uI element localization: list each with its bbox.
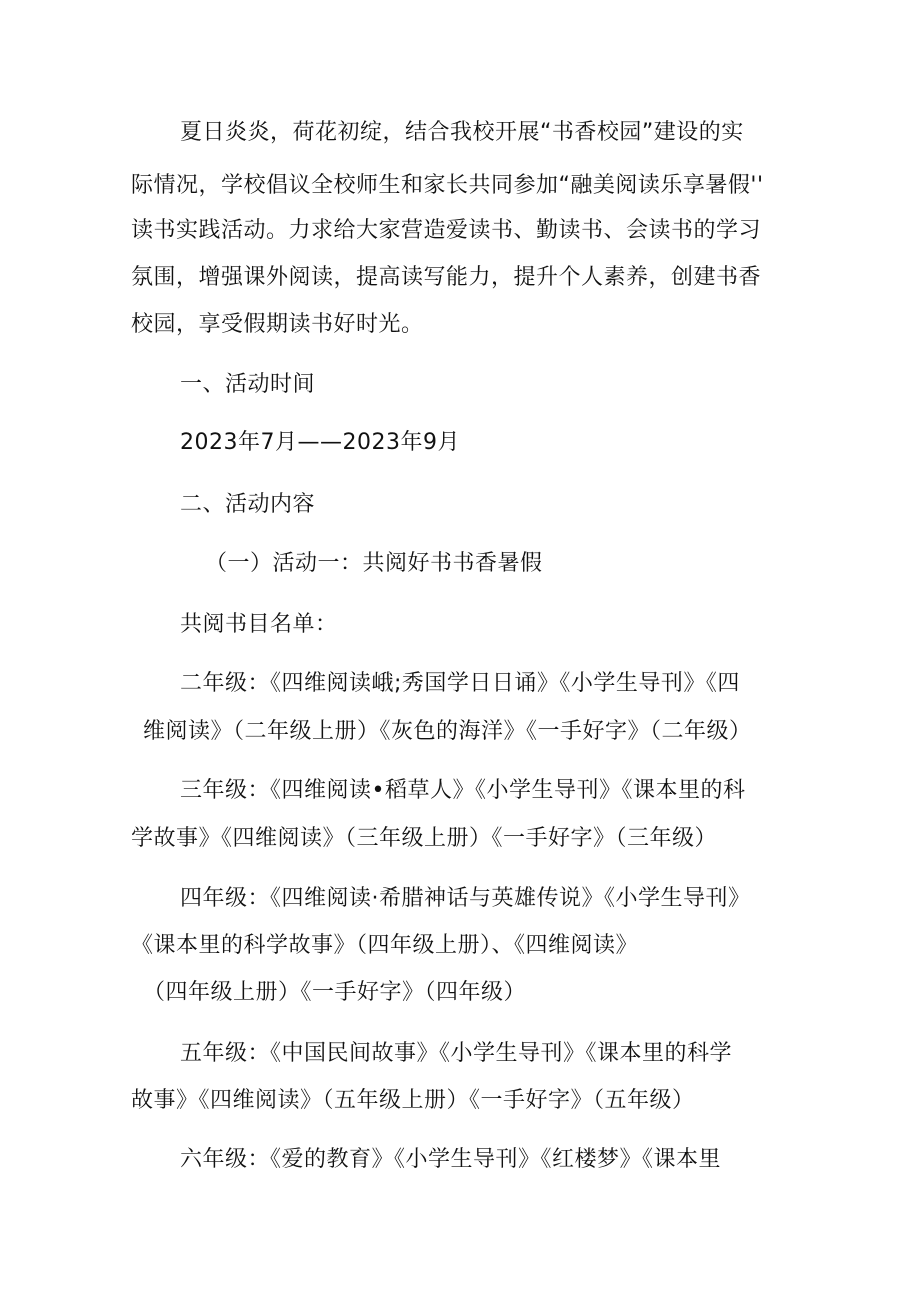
grade6-line-1: 六年级：《爱的教育》《小学生导刊》《红楼梦》《课本里 xyxy=(180,1147,722,1172)
grade4-line-3: （四年级上册）《一手好字》（四年级） xyxy=(143,980,527,1005)
intro-line-4: 氛围，增强课外阅读，提高读写能力，提升个人素养，创建书香 xyxy=(131,265,762,290)
section2-heading: 二、活动内容 xyxy=(180,492,316,517)
activity-time: 2023年7月——2023年9月 xyxy=(180,430,460,455)
grade3-line-1: 三年级：《四维阅读•稻草人》《小学生导刊》《课本里的科 xyxy=(180,778,746,803)
grade4-line-2: 《课本里的科学故事》（四年级上册）、《四维阅读》 xyxy=(131,933,639,958)
section1-heading: 一、活动时间 xyxy=(180,372,316,397)
intro-line-2: 际情况，学校倡议全校师生和家长共同参加“融美阅读乐享暑假'' xyxy=(131,173,764,198)
grade2-line-2: 维阅读》（二年级上册）《灰色的海洋》《一手好字》（二年级） xyxy=(143,719,752,744)
intro-line-5: 校园，享受假期读书好时光。 xyxy=(131,312,424,337)
grade5-line-1: 五年级：《中国民间故事》《小学生导刊》《课本里的科学 xyxy=(180,1041,733,1066)
intro-line-1: 夏日炎炎，荷花初绽，结合我校开展“书香校园”建设的实 xyxy=(180,120,744,145)
grade5-line-2: 故事》《四维阅读》（五年级上册）《一手好字》（五年级） xyxy=(131,1088,695,1113)
grade4-line-1: 四年级：《四维阅读·希腊神话与英雄传说》《小学生导刊》 xyxy=(180,886,751,911)
grade2-line-1: 二年级：《四维阅读峨;秀国学日日诵》《小学生导刊》《四 xyxy=(180,671,740,696)
grade3-line-2: 学故事》《四维阅读》（三年级上册）《一手好字》（三年级） xyxy=(131,826,718,851)
intro-line-3: 读书实践活动。力求给大家营造爱读书、勤读书、会读书的学习 xyxy=(131,218,762,243)
booklist-label: 共阅书目名单： xyxy=(180,612,338,637)
activity1-heading: （一）活动一：共阅好书书香暑假 xyxy=(205,551,543,576)
